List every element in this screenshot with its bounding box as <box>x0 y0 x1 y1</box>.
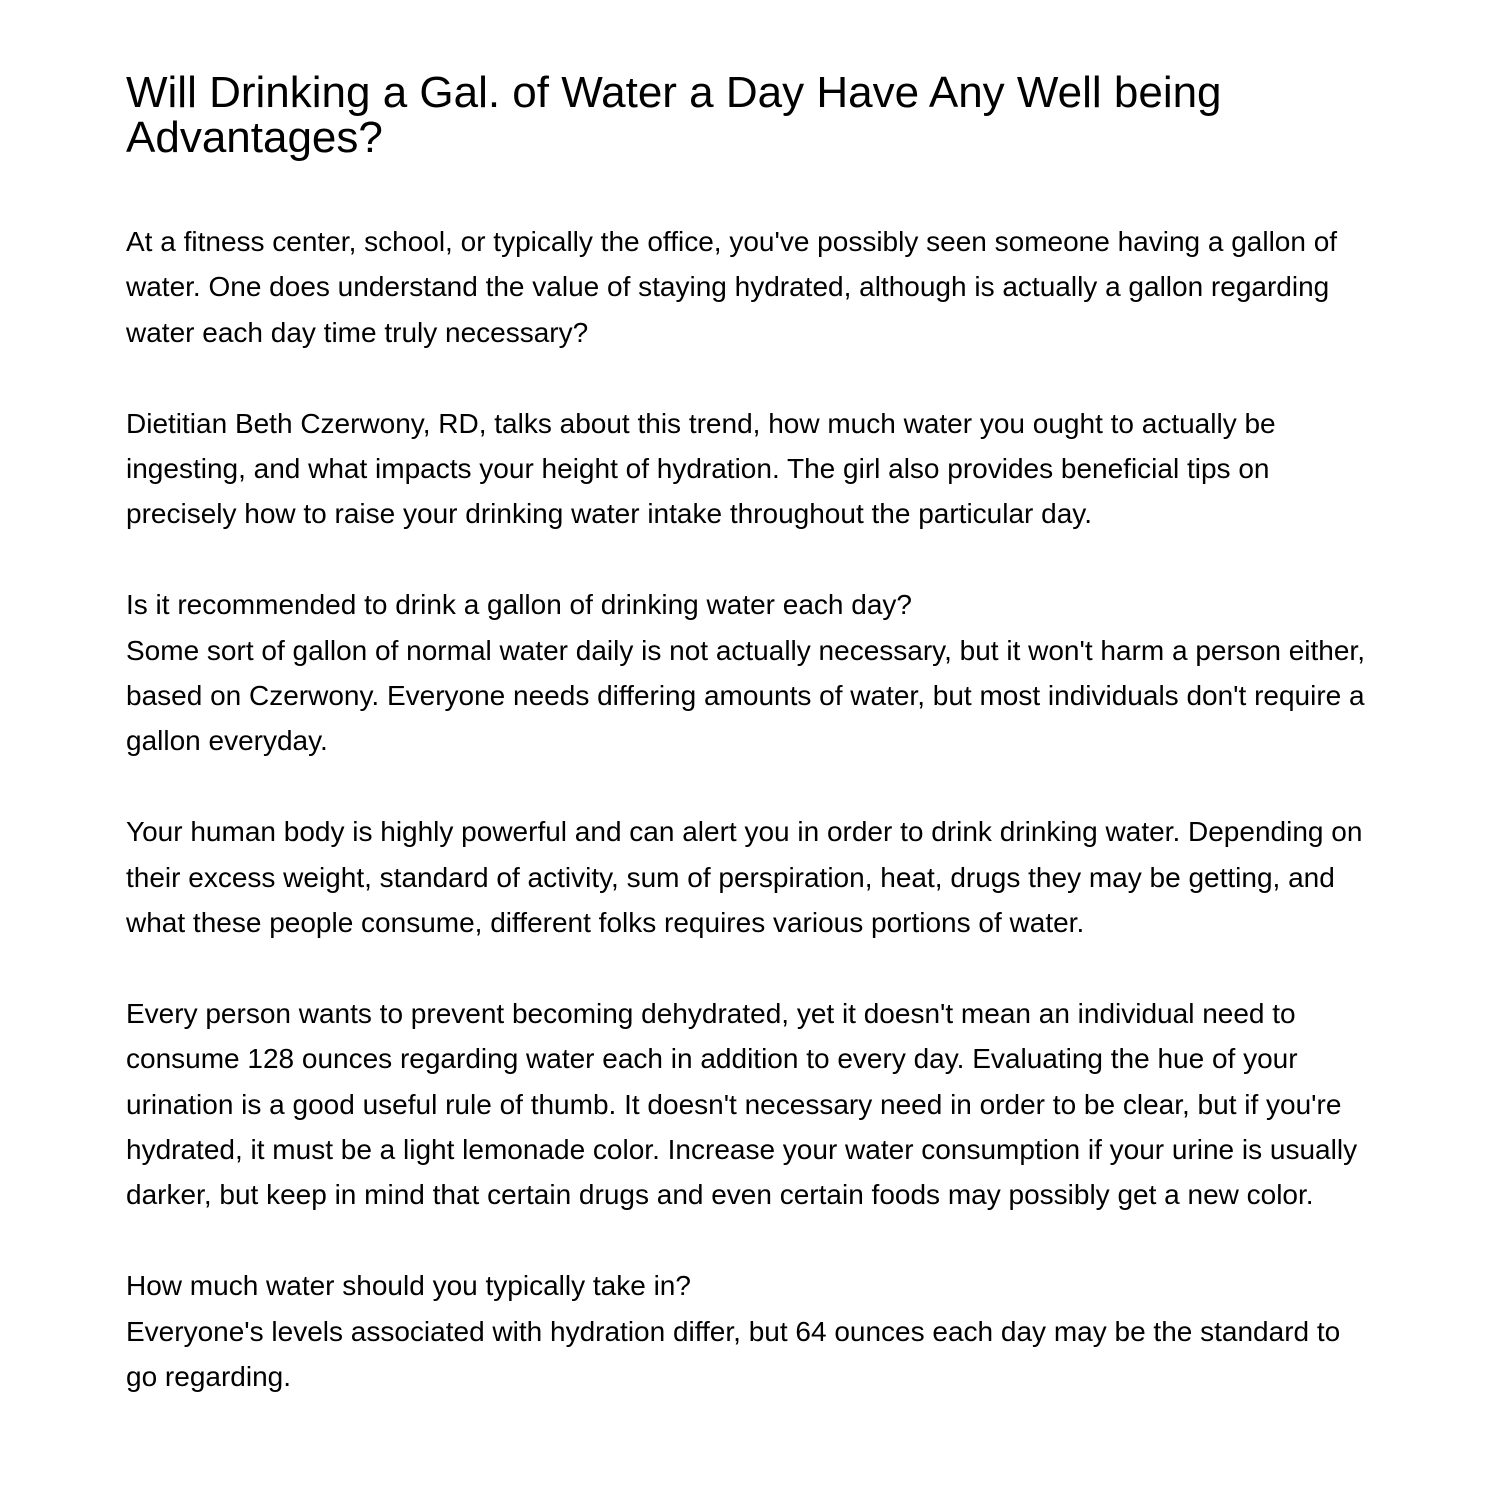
section-question: Is it recommended to drink a gallon of drinking water each day? <box>126 589 912 621</box>
paragraph-spacer <box>126 764 1376 809</box>
section-question: How much water should you typically take in? <box>126 1270 691 1302</box>
paragraph: Everyone's levels associated with hydration differ, but 64 ounces each day may be the standard to go regarding. <box>126 1315 1341 1393</box>
document-page <box>126 70 1376 1399</box>
paragraph-spacer <box>126 1218 1376 1263</box>
paragraph: Your human body is highly powerful and can alert you in order to drink drinking water. Depending on their excess weight, standard of activity, sum of perspiration, heat, drugs they may be getting, and what these people consume, different folks requires various portions of water. <box>126 816 1363 939</box>
paragraph-spacer <box>126 537 1376 582</box>
paragraph: At a fitness center, school, or typically the office, you've possibly seen someone having a gallon of water. One does understand the value of staying hydrated, although is actually a gallon regarding water each day time truly necessary? <box>126 226 1338 348</box>
paragraph-spacer <box>126 355 1376 400</box>
paragraph: Every person wants to prevent becoming dehydrated, yet it doesn't mean an individual need to consume 128 ounces regarding water each in addition to every day. Evaluating the hue of your urination is a good useful rule of thumb. It doesn't necessary need in order to be clear, but if you're hydrated, it must be a light lemonade color. Increase your water consumption if your urine is usually darker, but keep in mind that certain drugs and even certain foods may possibly get a new color. <box>126 997 1358 1211</box>
document-title: Will Drinking a Gal. of Water a Day Have Any Well being Advantages? <box>126 68 1222 162</box>
paragraph: Some sort of gallon of normal water daily is not actually necessary, but it won't harm a person either, based on Czerwony. Everyone needs differing amounts of water, but most individuals don't require a gallon everyday. <box>126 634 1365 757</box>
document-body <box>126 219 1376 1399</box>
paragraph-spacer <box>126 945 1376 990</box>
paragraph: Dietitian Beth Czerwony, RD, talks about this trend, how much water you ought to actually be ingesting, and what impacts your height of hydration. The girl also provides beneficial tips on precisely how to raise your drinking water intake throughout the particular day. <box>126 407 1276 530</box>
